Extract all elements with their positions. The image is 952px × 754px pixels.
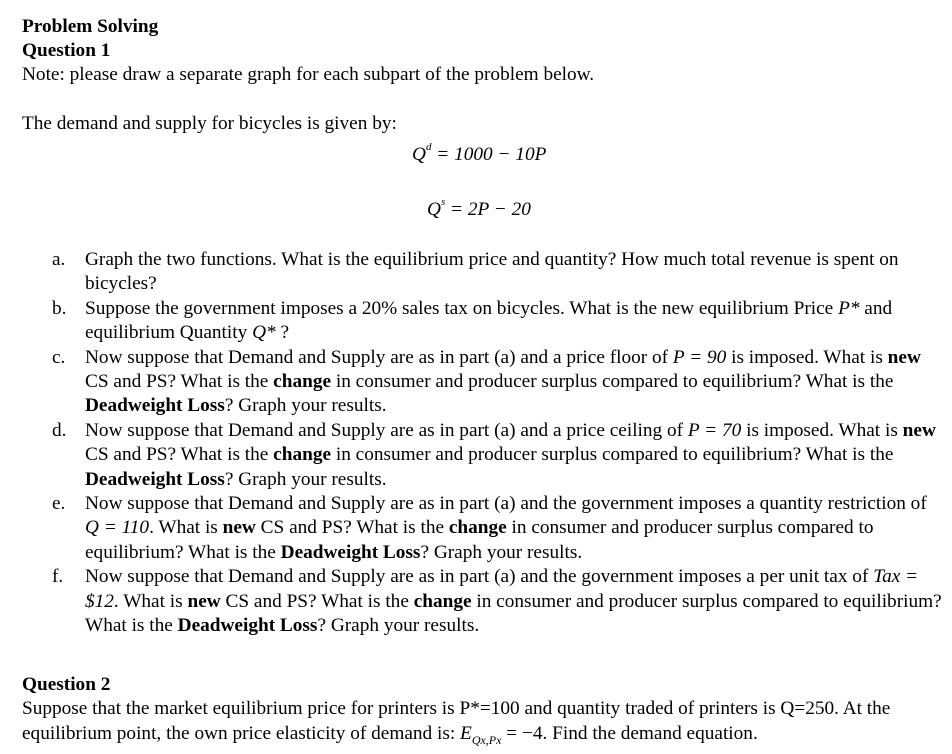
subpart-text: ? Graph your results. bbox=[224, 395, 387, 417]
demand-rhs: = 1000 − 10P bbox=[436, 144, 547, 165]
math-text: P = 90 bbox=[672, 346, 727, 368]
subpart-text: ? Graph your results. bbox=[224, 468, 387, 490]
bold-text: change bbox=[273, 444, 332, 466]
subpart-text: CS and PS? What is the bbox=[85, 444, 274, 466]
subpart-text: ? Graph your results. bbox=[420, 541, 583, 563]
bold-text: change bbox=[273, 371, 332, 393]
subpart-text: Now suppose that Demand and Supply are as in part (a) and a price ceiling of bbox=[85, 419, 688, 441]
subpart-text: and equilibrium Quantity bbox=[85, 297, 893, 344]
supply-lhs: Q bbox=[427, 199, 441, 220]
subpart-text: CS and PS? What is the bbox=[255, 517, 449, 539]
subpart-item bbox=[52, 492, 942, 565]
supply-equation bbox=[427, 196, 531, 221]
elasticity-value: = −4 bbox=[501, 722, 543, 744]
note: Note: please draw a separate graph for each subpart of the problem below. bbox=[22, 64, 595, 85]
subpart-text: in consumer and producer surplus compared to equilibrium? What is the bbox=[85, 517, 874, 563]
math-text: P = 70 bbox=[687, 419, 742, 441]
bold-text: new bbox=[222, 517, 256, 539]
subpart-item bbox=[52, 248, 942, 297]
bold-text: Deadweight Loss bbox=[280, 541, 421, 563]
intro: The demand and supply for bicycles is given by: bbox=[22, 113, 397, 134]
subpart-text: in consumer and producer surplus compared to equilibrium? What is the bbox=[85, 590, 942, 637]
subpart-text: Now suppose that Demand and Supply are as in part (a) and a price floor of bbox=[85, 346, 673, 368]
subpart-item bbox=[52, 297, 942, 346]
subpart-text: Graph the two functions. What is the equilibrium price and quantity? How much total revenue is spent on bicycles? bbox=[85, 249, 899, 295]
subpart-item bbox=[52, 419, 942, 492]
bold-text: change bbox=[413, 590, 472, 612]
subpart-text: CS and PS? What is the bbox=[220, 590, 414, 612]
math-text: Q* bbox=[252, 322, 276, 344]
q2-text-before: Suppose that the market equilibrium price for printers is P*=100 and quantity traded of printers is Q=250. At the equilibrium point, the own price elasticity of demand is: bbox=[22, 698, 891, 744]
subpart-label: d. bbox=[52, 419, 67, 441]
q2-text-after: . Find the demand equation. bbox=[542, 722, 758, 744]
subpart-list bbox=[52, 248, 942, 639]
subpart-text: ? Graph your results. bbox=[317, 615, 480, 637]
bold-text: Deadweight Loss bbox=[177, 615, 318, 637]
supply-rhs: = 2P − 20 bbox=[450, 199, 531, 220]
math-text: Tax = $12 bbox=[85, 566, 919, 612]
subpart-label: b. bbox=[52, 297, 67, 319]
subpart-label: c. bbox=[52, 346, 66, 368]
subpart-text: ? bbox=[275, 322, 290, 344]
supply-sup: s bbox=[440, 196, 446, 208]
elasticity-subscript: Qx,Px bbox=[471, 732, 502, 747]
subpart-text: Now suppose that Demand and Supply are as in part (a) and the government imposes a quantity restriction of bbox=[85, 493, 927, 515]
question-1-title: Question 1 bbox=[22, 40, 111, 61]
demand-lhs: Q bbox=[412, 144, 426, 165]
subpart-item bbox=[52, 346, 942, 419]
subpart-label: f. bbox=[52, 566, 64, 588]
question-2-title: Question 2 bbox=[22, 674, 111, 695]
subpart-text: . What is bbox=[113, 590, 188, 612]
demand-equation bbox=[412, 141, 546, 166]
bold-text: Deadweight Loss bbox=[85, 468, 225, 490]
demand-sup: d bbox=[425, 141, 432, 153]
bold-text: Deadweight Loss bbox=[85, 395, 225, 417]
subpart-text: . What is bbox=[149, 517, 223, 539]
heading: Problem Solving bbox=[22, 16, 159, 37]
bold-text: new bbox=[187, 590, 221, 612]
elasticity-symbol: E bbox=[460, 722, 472, 744]
subpart-label: a. bbox=[52, 249, 66, 270]
bold-text: change bbox=[448, 517, 507, 539]
bold-text: new bbox=[887, 346, 921, 368]
subpart-item bbox=[52, 565, 942, 638]
subpart-text: is imposed. What is bbox=[726, 346, 888, 368]
question-2-text bbox=[22, 697, 942, 752]
subpart-text: Now suppose that Demand and Supply are as in part (a) and the government imposes a per unit tax of bbox=[85, 566, 874, 588]
question-2 bbox=[22, 673, 942, 752]
subpart-text: in consumer and producer surplus compared to equilibrium? What is the bbox=[331, 444, 894, 466]
math-text: P* bbox=[838, 297, 860, 319]
subpart-text: is imposed. What is bbox=[741, 419, 903, 441]
subpart-text: Suppose the government imposes a 20% sales tax on bicycles. What is the new equilibrium Price bbox=[85, 297, 839, 319]
subpart-text: CS and PS? What is the bbox=[85, 371, 274, 393]
bold-text: new bbox=[902, 419, 936, 441]
math-text: Q = 110 bbox=[85, 517, 150, 539]
subpart-label: e. bbox=[52, 493, 66, 515]
subpart-text: in consumer and producer surplus compared to equilibrium? What is the bbox=[331, 371, 894, 393]
